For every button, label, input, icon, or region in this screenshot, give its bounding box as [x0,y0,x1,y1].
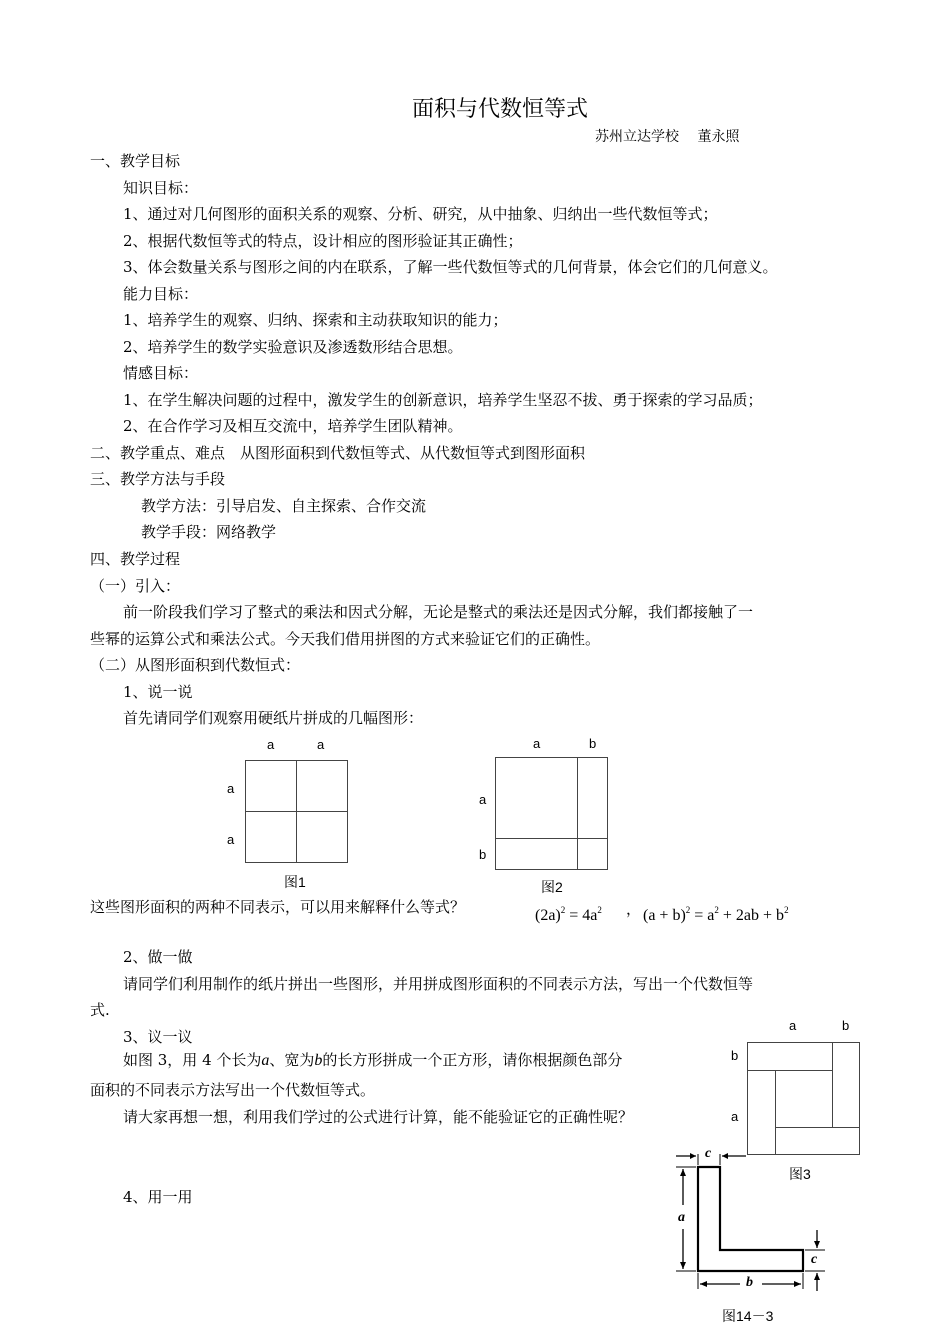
ability-goal-1: 1、培养学生的观察、归纳、探索和主动获取知识的能力； [123,311,508,329]
figure-1-top-label-2: a [317,737,325,752]
figure-14-3-label-top-c: c [705,1146,712,1161]
page-title: 面积与代数恒等式 [411,97,588,122]
figure-2-caption: 图2 [541,879,563,895]
say-heading: 1、说一说 [123,683,193,701]
do-text-line-2: 式. [90,1001,110,1019]
figure-2-left-label-b: b [479,847,487,862]
intro-heading: （一）引入： [90,577,181,595]
formula-1-rhs: = 4a [569,907,598,924]
figure-2-top-label-a: a [533,736,541,751]
discuss-text-part-1: 如图 3，用 4 个长为 [123,1051,262,1069]
formula-2-rhs-exponent-1: 2 [714,905,719,915]
figure-14-3-label-bottom-b: b [746,1275,753,1290]
formula-square-of-2a [535,906,602,926]
discuss-text-line-1 [123,1050,622,1071]
figure-3-left-label-a: a [731,1109,739,1124]
method-line-1: 教学方法：引导启发、自主探索、合作交流 [141,497,427,515]
knowledge-goal-heading: 知识目标： [123,179,199,197]
formula-2-lhs: (a + b) [643,907,686,924]
section-heading-process: 四、教学过程 [90,550,181,568]
discuss-text-line-2: 面积的不同表示方法写出一个代数恒等式。 [90,1081,376,1099]
formula-1-lhs: (2a) [535,907,561,924]
discuss-text-part-2: 、宽为 [269,1051,315,1069]
variable-a: a [261,1052,270,1069]
section-heading-focus: 二、教学重点、难点 从图形面积到代数恒等式、从代数恒等式到图形面积 [90,444,586,462]
figure-2-top-label-b: b [589,736,597,751]
intro-paragraph-line-1: 前一阶段我们学习了整式的乘法和因式分解，无论是整式的乘法还是因式分解，我们都接触了一 [123,603,754,621]
figure-3-top-label-b: b [842,1018,850,1033]
author-line: 苏州立达学校 董永照 [595,129,740,145]
knowledge-goal-2: 2、根据代数恒等式的特点，设计相应的图形验证其正确性； [123,232,523,250]
do-text-line-1: 请同学们利用制作的纸片拼出一些图形，并用拼成图形面积的不同表示方法，写出一个代数恒等 [123,975,754,993]
method-line-2: 教学手段：网络教学 [141,523,277,541]
formula-1-exponent: 2 [560,905,566,915]
figure-1-left-label-2: a [227,832,235,847]
formula-2-rhs-a: = a [694,907,715,924]
emotion-goal-2: 2、在合作学习及相互交流中，培养学生团队精神。 [123,417,463,435]
formula-2-rhs-b: + 2ab + b [722,907,785,924]
formula-separator: ， [626,900,642,918]
figure-1-top-label-1: a [267,737,275,752]
formula-square-of-sum [643,906,789,926]
figure-2-left-label-a: a [479,792,487,807]
question-text: 这些图形面积的两种不同表示，可以用来解释什么等式？ [90,898,466,916]
knowledge-goal-1: 1、通过对几何图形的面积关系的观察、分析、研究，从中抽象、归纳出一些代数恒等式； [123,205,718,223]
emotion-goal-1: 1、在学生解决问题的过程中，激发学生的创新意识，培养学生坚忍不拔、勇于探索的学习品质； [123,391,763,409]
intro-paragraph-line-2: 些幂的运算公式和乘法公式。今天我们借用拼图的方式来验证它们的正确性。 [90,630,601,648]
figure-1-caption: 图1 [284,874,306,890]
ability-goal-2: 2、培养学生的数学实验意识及渗透数形结合思想。 [123,338,463,356]
discuss-heading: 3、议一议 [123,1028,193,1046]
discuss-text-part-3: 的长方形拼成一个正方形，请你根据颜色部分 [322,1051,623,1069]
variable-b: b [314,1052,323,1069]
ability-goal-heading: 能力目标： [123,285,199,303]
area-to-identity-heading: （二）从图形面积到代数恒式： [90,656,301,674]
knowledge-goal-3: 3、体会数量关系与图形之间的内在联系，了解一些代数恒等式的几何背景，体会它们的几何意义。 [123,258,778,276]
section-heading-objectives: 一、教学目标 [90,152,181,170]
do-heading: 2、做一做 [123,948,193,966]
say-text: 首先请同学们观察用硬纸片拼成的几幅图形： [123,709,424,727]
figure-3-left-label-b: b [731,1048,739,1063]
figure-3-top-label-a: a [789,1018,797,1033]
formula-2-rhs-exponent-2: 2 [784,905,789,915]
figure-14-3-caption: 图14－3 [722,1308,774,1324]
figure-14-3-label-right-c: c [811,1252,818,1267]
section-heading-methods: 三、教学方法与手段 [90,470,226,488]
formula-1-rhs-exponent: 2 [597,905,602,915]
figure-14-3-label-left-a: a [678,1210,685,1225]
formula-2-exponent: 2 [685,905,691,915]
emotion-goal-heading: 情感目标： [123,364,199,382]
figure-1-left-label-1: a [227,781,235,796]
discuss-text-line-3: 请大家再想一想，利用我们学过的公式进行计算，能不能验证它的正确性呢？ [123,1108,634,1126]
figure-3-caption: 图3 [789,1166,811,1182]
use-heading: 4、用一用 [123,1188,193,1206]
